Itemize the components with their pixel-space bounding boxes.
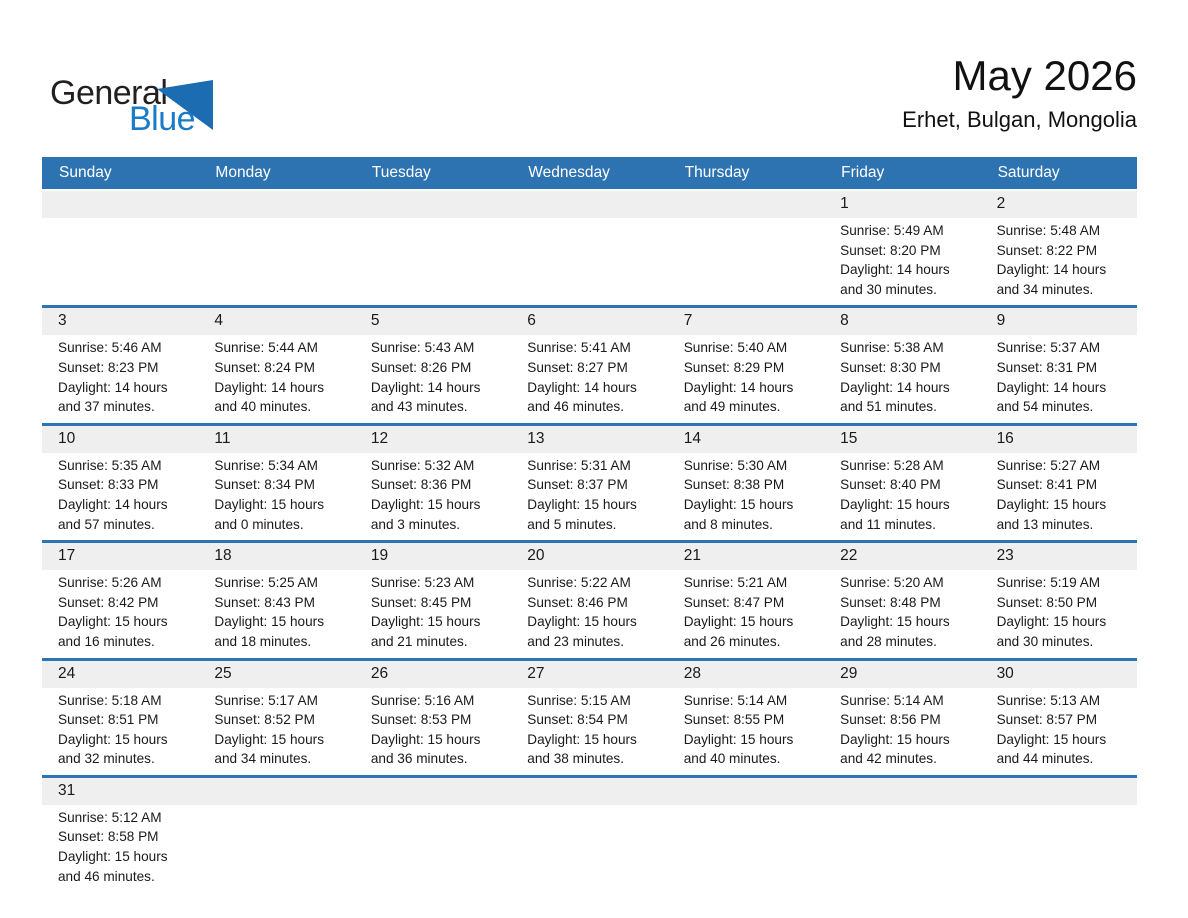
cell-line: and 26 minutes. — [683, 633, 781, 649]
empty-day-number — [42, 191, 198, 218]
cell-line: Sunset: 8:38 PM — [683, 477, 785, 493]
cell-line: Daylight: 15 hours — [370, 731, 481, 747]
cell-line: Sunset: 8:23 PM — [58, 359, 159, 375]
day-number: 1 — [824, 191, 980, 218]
day-info — [824, 218, 980, 305]
general-blue-logo — [50, 74, 220, 144]
cell-line: Daylight: 15 hours — [370, 496, 481, 512]
weekday-label-wednesday: Wednesday — [528, 164, 610, 181]
day-info — [42, 335, 198, 422]
cell-line: and 0 minutes. — [214, 516, 304, 532]
day-info — [981, 688, 1137, 775]
day-number: 19 — [355, 543, 511, 570]
day-info — [511, 453, 667, 540]
day-number: 14 — [668, 426, 824, 453]
day-info — [668, 453, 824, 540]
empty-day-info — [355, 218, 511, 305]
cell-line: Sunset: 8:55 PM — [683, 712, 785, 728]
weekday-label-tuesday: Tuesday — [371, 164, 431, 181]
cell-line: and 36 minutes. — [370, 751, 468, 767]
cell-line: Sunrise: 5:41 AM — [527, 340, 631, 356]
cell-line: and 44 minutes. — [996, 751, 1094, 767]
day-info — [355, 570, 511, 657]
empty-day-info — [824, 805, 980, 892]
week-row-6 — [42, 775, 1137, 892]
empty-day-number — [511, 778, 667, 805]
cell-line: Sunset: 8:47 PM — [683, 594, 785, 610]
cell-line: Sunrise: 5:20 AM — [840, 575, 944, 591]
weeks-container — [42, 191, 1137, 892]
day-cell-26 — [355, 661, 511, 775]
cell-line: Daylight: 14 hours — [840, 379, 950, 395]
weekday-label-monday: Monday — [215, 164, 271, 181]
cell-line: Sunrise: 5:14 AM — [840, 692, 944, 708]
cell-line: Sunrise: 5:46 AM — [58, 340, 162, 356]
cell-line: Sunset: 8:52 PM — [214, 712, 315, 728]
cell-line: and 34 minutes. — [996, 281, 1094, 297]
day-number: 26 — [355, 661, 511, 688]
cell-line: Daylight: 15 hours — [683, 496, 794, 512]
cell-line: Sunrise: 5:25 AM — [214, 575, 318, 591]
cell-line: Sunrise: 5:15 AM — [527, 692, 631, 708]
day-number: 9 — [981, 308, 1137, 335]
day-cell-30 — [981, 661, 1137, 775]
cell-line: Daylight: 15 hours — [840, 496, 950, 512]
day-info — [198, 570, 354, 657]
cell-line: Daylight: 14 hours — [683, 379, 794, 395]
day-info — [824, 688, 980, 775]
cell-line: Sunset: 8:27 PM — [527, 359, 628, 375]
cell-line: and 18 minutes. — [214, 633, 312, 649]
day-cell-10 — [42, 426, 198, 540]
cell-line: and 23 minutes. — [527, 633, 625, 649]
cell-line: Sunrise: 5:12 AM — [58, 809, 162, 825]
cell-line: Daylight: 14 hours — [214, 379, 324, 395]
day-cell-8 — [824, 308, 980, 422]
empty-day-info — [981, 805, 1137, 892]
cell-line: Sunset: 8:42 PM — [58, 594, 159, 610]
cell-line: Daylight: 14 hours — [58, 496, 168, 512]
day-info — [42, 805, 198, 892]
day-cell-28 — [668, 661, 824, 775]
day-number: 28 — [668, 661, 824, 688]
cell-line: and 13 minutes. — [996, 516, 1094, 532]
cell-line: Sunset: 8:43 PM — [214, 594, 315, 610]
cell-line: Sunset: 8:53 PM — [370, 712, 472, 728]
cell-line: Sunrise: 5:19 AM — [996, 575, 1101, 591]
cell-line: Daylight: 14 hours — [527, 379, 637, 395]
cell-line: Sunrise: 5:17 AM — [214, 692, 318, 708]
cell-line: and 30 minutes. — [996, 633, 1094, 649]
cell-line: and 3 minutes. — [370, 516, 461, 532]
logo-text-general: General — [50, 74, 168, 112]
empty-day-number — [668, 778, 824, 805]
day-info — [824, 570, 980, 657]
cell-line: Daylight: 14 hours — [58, 379, 168, 395]
cell-line: Sunset: 8:37 PM — [527, 477, 628, 493]
cell-line: Sunset: 8:30 PM — [840, 359, 941, 375]
cell-line: Sunrise: 5:32 AM — [370, 457, 475, 473]
cell-line: and 46 minutes. — [527, 399, 625, 415]
logo-text-blue: Blue — [129, 100, 196, 138]
empty-day-number — [981, 778, 1137, 805]
day-cell-11 — [198, 426, 354, 540]
cell-line: Daylight: 15 hours — [214, 496, 324, 512]
day-number: 27 — [511, 661, 667, 688]
cell-line: Daylight: 15 hours — [996, 731, 1107, 747]
cell-line: Sunrise: 5:13 AM — [996, 692, 1101, 708]
day-info — [511, 335, 667, 422]
week-row-1 — [42, 191, 1137, 305]
cell-line: and 49 minutes. — [683, 399, 781, 415]
cell-line: and 32 minutes. — [58, 751, 155, 767]
empty-day-info — [668, 805, 824, 892]
cell-line: Sunset: 8:54 PM — [527, 712, 628, 728]
cell-line: Sunrise: 5:49 AM — [840, 223, 944, 238]
weekday-header-row — [42, 157, 1137, 189]
day-number: 15 — [824, 426, 980, 453]
day-cell-31 — [42, 778, 198, 892]
empty-day-number — [198, 191, 354, 218]
cell-line: Daylight: 15 hours — [58, 731, 168, 747]
day-info — [355, 335, 511, 422]
day-number: 25 — [198, 661, 354, 688]
cell-line: and 16 minutes. — [58, 633, 155, 649]
empty-day-info — [511, 218, 667, 305]
cell-line: Daylight: 14 hours — [996, 262, 1107, 278]
day-number: 24 — [42, 661, 198, 688]
cell-line: and 38 minutes. — [527, 751, 625, 767]
week-row-4 — [42, 540, 1137, 657]
cell-line: Sunrise: 5:44 AM — [214, 340, 318, 356]
day-number: 6 — [511, 308, 667, 335]
empty-day-number — [824, 778, 980, 805]
weekday-label-sunday: Sunday — [59, 164, 112, 181]
day-cell-3 — [42, 308, 198, 422]
day-cell-12 — [355, 426, 511, 540]
empty-day-number — [198, 778, 354, 805]
day-info — [198, 453, 354, 540]
empty-day-number — [511, 191, 667, 218]
day-info — [668, 688, 824, 775]
empty-day-number — [355, 778, 511, 805]
cell-line: Daylight: 15 hours — [527, 614, 637, 630]
day-cell-16 — [981, 426, 1137, 540]
cell-line: Daylight: 14 hours — [840, 262, 950, 278]
cell-line: Daylight: 15 hours — [527, 731, 637, 747]
day-number: 5 — [355, 308, 511, 335]
day-cell-9 — [981, 308, 1137, 422]
cell-line: Sunrise: 5:48 AM — [996, 223, 1101, 238]
empty-cell — [511, 191, 667, 305]
day-cell-6 — [511, 308, 667, 422]
cell-line: Sunset: 8:48 PM — [840, 594, 941, 610]
cell-line: Daylight: 15 hours — [683, 731, 794, 747]
day-cell-22 — [824, 543, 980, 657]
week-row-3 — [42, 423, 1137, 540]
cell-line: Sunset: 8:50 PM — [996, 594, 1098, 610]
cell-line: and 40 minutes. — [214, 399, 312, 415]
day-number: 10 — [42, 426, 198, 453]
cell-line: Sunset: 8:33 PM — [58, 477, 159, 493]
week-row-2 — [42, 305, 1137, 422]
title-block — [902, 54, 1137, 133]
day-number: 12 — [355, 426, 511, 453]
cell-line: Sunrise: 5:26 AM — [58, 575, 162, 591]
day-number: 29 — [824, 661, 980, 688]
empty-cell — [511, 778, 667, 892]
cell-line: Sunset: 8:51 PM — [58, 712, 159, 728]
cell-line: and 34 minutes. — [214, 751, 312, 767]
day-info — [981, 335, 1137, 422]
cell-line: Daylight: 15 hours — [996, 496, 1107, 512]
day-cell-5 — [355, 308, 511, 422]
empty-day-number — [668, 191, 824, 218]
day-number: 2 — [981, 191, 1137, 218]
day-cell-23 — [981, 543, 1137, 657]
cell-line: and 30 minutes. — [840, 281, 937, 297]
empty-day-info — [198, 805, 354, 892]
cell-line: Sunrise: 5:31 AM — [527, 457, 631, 473]
day-info — [355, 688, 511, 775]
day-info — [981, 570, 1137, 657]
day-info — [355, 453, 511, 540]
day-cell-1 — [824, 191, 980, 305]
day-number: 16 — [981, 426, 1137, 453]
empty-day-info — [42, 218, 198, 305]
day-number: 30 — [981, 661, 1137, 688]
day-info — [824, 453, 980, 540]
cell-line: Sunset: 8:20 PM — [840, 242, 941, 258]
cell-line: Sunset: 8:57 PM — [996, 712, 1098, 728]
empty-day-number — [355, 191, 511, 218]
cell-line: Sunrise: 5:27 AM — [996, 457, 1101, 473]
cell-line: and 5 minutes. — [527, 516, 617, 532]
cell-line: Daylight: 15 hours — [683, 614, 794, 630]
cell-line: Sunrise: 5:43 AM — [370, 340, 475, 356]
cell-line: Sunset: 8:58 PM — [58, 829, 159, 845]
day-number: 7 — [668, 308, 824, 335]
cell-line: Daylight: 15 hours — [370, 614, 481, 630]
day-number: 22 — [824, 543, 980, 570]
cell-line: Sunset: 8:24 PM — [214, 359, 315, 375]
empty-cell — [668, 191, 824, 305]
cell-line: Sunrise: 5:40 AM — [683, 340, 788, 356]
day-cell-7 — [668, 308, 824, 422]
empty-cell — [668, 778, 824, 892]
cell-line: Sunset: 8:26 PM — [370, 359, 472, 375]
day-cell-13 — [511, 426, 667, 540]
cell-line: Sunset: 8:41 PM — [996, 477, 1098, 493]
day-number: 4 — [198, 308, 354, 335]
cell-line: and 57 minutes. — [58, 516, 155, 532]
cell-line: Daylight: 15 hours — [58, 614, 168, 630]
day-cell-15 — [824, 426, 980, 540]
cell-line: and 28 minutes. — [840, 633, 937, 649]
cell-line: and 40 minutes. — [683, 751, 781, 767]
day-cell-20 — [511, 543, 667, 657]
cell-line: and 51 minutes. — [840, 399, 937, 415]
day-number: 13 — [511, 426, 667, 453]
day-cell-24 — [42, 661, 198, 775]
cell-line: Daylight: 15 hours — [214, 614, 324, 630]
day-number: 31 — [42, 778, 198, 805]
cell-line: Sunrise: 5:21 AM — [683, 575, 788, 591]
cell-line: and 54 minutes. — [996, 399, 1094, 415]
cell-line: Daylight: 15 hours — [996, 614, 1107, 630]
day-number: 21 — [668, 543, 824, 570]
empty-cell — [824, 778, 980, 892]
day-info — [198, 335, 354, 422]
day-cell-2 — [981, 191, 1137, 305]
day-cell-21 — [668, 543, 824, 657]
cell-line: Daylight: 14 hours — [996, 379, 1107, 395]
cell-line: Sunrise: 5:35 AM — [58, 457, 162, 473]
day-info — [42, 453, 198, 540]
cell-line: Sunrise: 5:30 AM — [683, 457, 788, 473]
cell-line: and 11 minutes. — [840, 516, 936, 532]
day-info — [42, 570, 198, 657]
empty-cell — [355, 778, 511, 892]
cell-line: Sunrise: 5:14 AM — [683, 692, 788, 708]
empty-cell — [355, 191, 511, 305]
cell-line: Sunrise: 5:37 AM — [996, 340, 1101, 356]
cell-line: Sunset: 8:34 PM — [214, 477, 315, 493]
cell-line: Sunrise: 5:38 AM — [840, 340, 944, 356]
cell-line: and 46 minutes. — [58, 868, 155, 884]
cell-line: Sunrise: 5:28 AM — [840, 457, 944, 473]
location-subtitle: Erhet, Bulgan, Mongolia — [902, 107, 1137, 133]
cell-line: Sunrise: 5:22 AM — [527, 575, 631, 591]
cell-line: Daylight: 15 hours — [58, 849, 168, 865]
day-number: 20 — [511, 543, 667, 570]
cell-line: Sunrise: 5:16 AM — [370, 692, 475, 708]
day-info — [511, 688, 667, 775]
empty-day-info — [355, 805, 511, 892]
cell-line: Sunrise: 5:23 AM — [370, 575, 475, 591]
day-info — [198, 688, 354, 775]
day-number: 8 — [824, 308, 980, 335]
cell-line: Daylight: 14 hours — [370, 379, 481, 395]
day-cell-17 — [42, 543, 198, 657]
day-number: 17 — [42, 543, 198, 570]
cell-line: and 21 minutes. — [370, 633, 468, 649]
empty-cell — [198, 778, 354, 892]
day-number: 11 — [198, 426, 354, 453]
day-info — [42, 688, 198, 775]
empty-cell — [198, 191, 354, 305]
day-info — [511, 570, 667, 657]
cell-line: and 42 minutes. — [840, 751, 937, 767]
cell-line: Sunrise: 5:34 AM — [214, 457, 318, 473]
empty-day-info — [511, 805, 667, 892]
empty-day-info — [668, 218, 824, 305]
day-cell-29 — [824, 661, 980, 775]
empty-cell — [42, 191, 198, 305]
day-cell-19 — [355, 543, 511, 657]
page-title: May 2026 — [952, 52, 1137, 99]
day-info — [668, 570, 824, 657]
day-info — [981, 453, 1137, 540]
day-info — [668, 335, 824, 422]
cell-line: Sunset: 8:36 PM — [370, 477, 472, 493]
cell-line: and 8 minutes. — [683, 516, 773, 532]
day-number: 23 — [981, 543, 1137, 570]
weekday-label-friday: Friday — [841, 164, 885, 181]
day-cell-14 — [668, 426, 824, 540]
empty-day-info — [198, 218, 354, 305]
weekday-label-saturday: Saturday — [997, 164, 1060, 181]
empty-cell — [981, 778, 1137, 892]
weekday-label-thursday: Thursday — [684, 164, 750, 181]
day-cell-25 — [198, 661, 354, 775]
cell-line: Daylight: 15 hours — [214, 731, 324, 747]
cell-line: Sunset: 8:46 PM — [527, 594, 628, 610]
cell-line: and 43 minutes. — [370, 399, 468, 415]
cell-line: Daylight: 15 hours — [840, 614, 950, 630]
cell-line: and 37 minutes. — [58, 399, 155, 415]
month-calendar — [42, 157, 1137, 892]
cell-line: Sunset: 8:29 PM — [683, 359, 785, 375]
cell-line: Sunset: 8:31 PM — [996, 359, 1098, 375]
day-number: 18 — [198, 543, 354, 570]
day-cell-18 — [198, 543, 354, 657]
cell-line: Sunset: 8:45 PM — [370, 594, 472, 610]
week-row-5 — [42, 658, 1137, 775]
day-info — [981, 218, 1137, 305]
day-number: 3 — [42, 308, 198, 335]
day-cell-27 — [511, 661, 667, 775]
day-cell-4 — [198, 308, 354, 422]
cell-line: Sunset: 8:56 PM — [840, 712, 941, 728]
cell-line: Sunset: 8:40 PM — [840, 477, 941, 493]
day-info — [824, 335, 980, 422]
cell-line: Sunset: 8:22 PM — [996, 242, 1098, 258]
cell-line: Sunrise: 5:18 AM — [58, 692, 162, 708]
cell-line: Daylight: 15 hours — [840, 731, 950, 747]
cell-line: Daylight: 15 hours — [527, 496, 637, 512]
